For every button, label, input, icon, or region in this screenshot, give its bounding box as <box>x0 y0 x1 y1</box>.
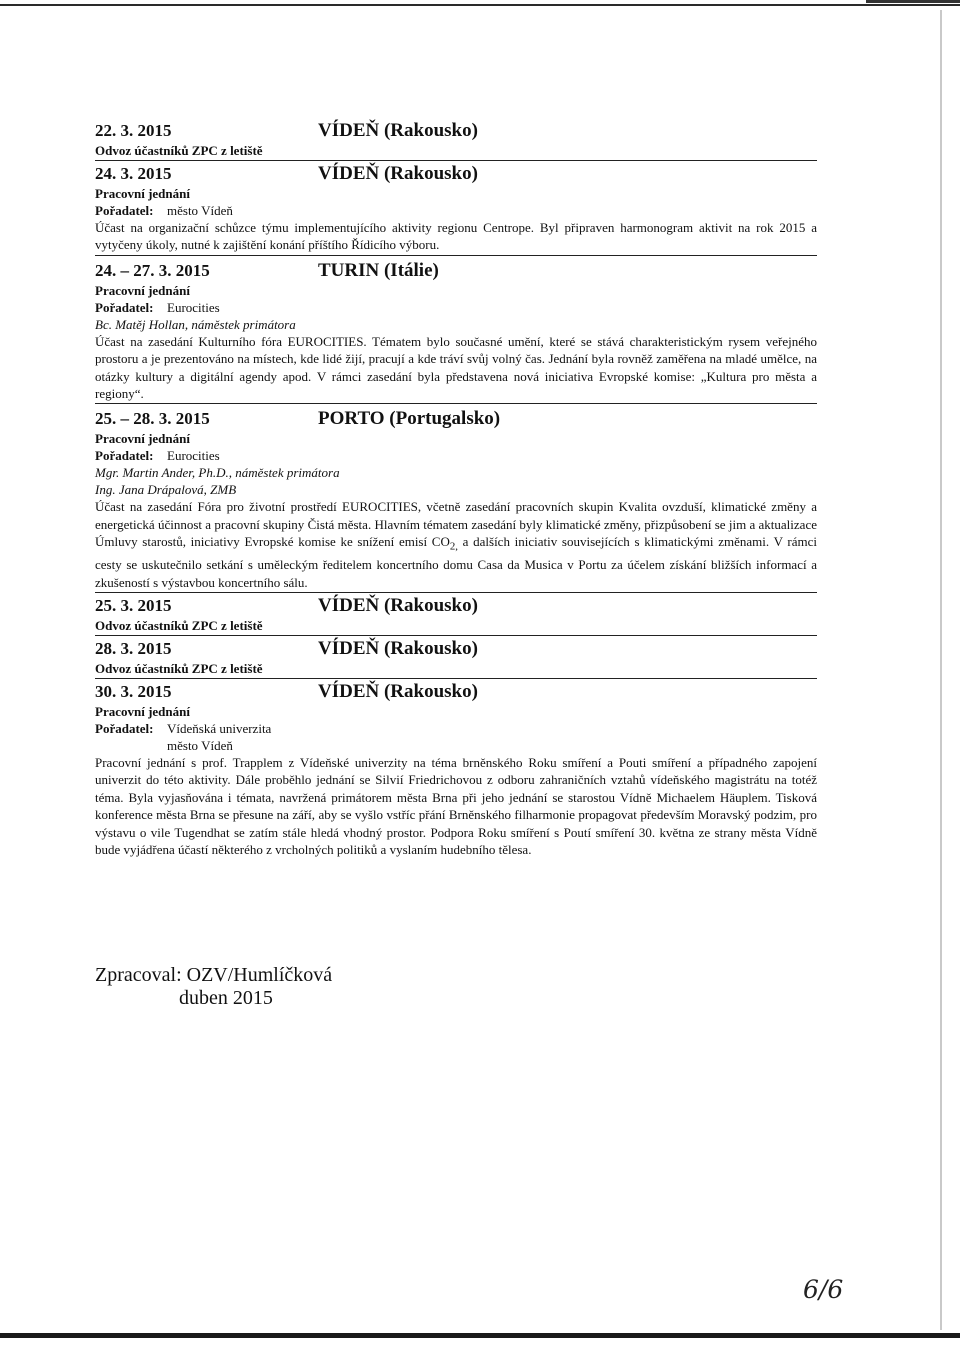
entry-type: Pracovní jednání <box>95 282 190 298</box>
entry-header <box>95 260 817 282</box>
organizer-label: Pořadatel: <box>95 203 154 218</box>
scan-edge-right <box>940 10 942 1330</box>
organizer-value: Eurocities <box>167 299 220 315</box>
organizer-value-second: město Vídeň <box>167 738 233 754</box>
entry-type: Pracovní jednání <box>95 186 190 201</box>
organizer-label: Pořadatel: <box>95 448 154 464</box>
entry-place: PORTO (Portugalsko) <box>318 408 501 430</box>
entry-date: 24. 3. 2015 <box>95 164 172 183</box>
page-number: 6/6 <box>803 1275 844 1304</box>
prepared-by: Zpracoval: OZV/Humlíčková <box>95 964 333 986</box>
trip-entry <box>95 260 817 405</box>
scan-mark-top-right <box>866 0 960 3</box>
entry-organizer <box>95 447 817 464</box>
entry-type: Pracovní jednání <box>95 704 190 720</box>
entry-header <box>95 638 817 660</box>
entry-place: TURIN (Itálie) <box>318 259 439 281</box>
entry-subtitle: Odvoz účastníků ZPC z letiště <box>95 661 263 677</box>
entry-type: Pracovní jednání <box>95 431 190 447</box>
entry-place: VÍDEŇ (Rakousko) <box>318 120 478 141</box>
organizer-value: město Vídeň <box>167 203 233 218</box>
entry-organizer <box>95 299 817 316</box>
entry-header <box>95 408 817 430</box>
entry-date: 22. 3. 2015 <box>95 121 172 140</box>
scan-border-bottom <box>0 1333 960 1338</box>
participant: Bc. Matěj Hollan, náměstek primátora <box>95 316 296 332</box>
document-footer <box>95 964 495 1010</box>
entry-date: 25. 3. 2015 <box>95 596 172 616</box>
co2-subscript: 2, <box>449 540 458 553</box>
organizer-value: Vídeňská univerzita <box>167 721 272 737</box>
trip-entry <box>95 595 817 636</box>
entry-place: VÍDEŇ (Rakousko) <box>318 163 478 184</box>
entry-header <box>95 595 817 617</box>
entry-date: 28. 3. 2015 <box>95 639 172 659</box>
entry-description <box>95 498 817 591</box>
entry-description: Účast na zasedání Kulturního fóra EUROCITIES. Tématem bylo současné umění, které se stává charakteristickým rysem veřejného prostoru a je prezentováno na místech, kde lidé žijí, pracují a kde tráví svůj volný čas. Jednání byla rovněž zaměřena na mladé umělce, na otázky kultury a digitální agendy apod. V rámci zasedání byla představena nová iniciativa Evropské komise: „Kultura pro města a regiony“. <box>95 333 817 402</box>
description-part-1: Účast na zasedání Fóra pro životní prostředí EUROCITIES, včetně zasedání pracovních skupin Kvalita ovzduší, klimatické změny a energetická účinnost a pracovní skupiny Čistá města. Hlavním tématem zasedání byly klimatické změny, přizpůsobení se jim a aktualizace Úmluvy starostů, iniciativy Evropské komise ke snížení emisí CO <box>95 499 817 550</box>
participant: Mgr. Martin Ander, Ph.D., náměstek primátora <box>95 465 340 481</box>
entry-date: 30. 3. 2015 <box>95 682 172 702</box>
trip-entry <box>95 638 817 679</box>
entry-date: 24. – 27. 3. 2015 <box>95 260 210 280</box>
entry-place: VÍDEŇ (Rakousko) <box>318 681 478 703</box>
entry-header <box>95 163 817 185</box>
entry-place: VÍDEŇ (Rakousko) <box>318 595 478 617</box>
scan-border-top <box>0 4 960 6</box>
trip-entry <box>95 163 817 256</box>
trip-entry <box>95 408 817 593</box>
trip-entry <box>95 681 817 859</box>
entry-organizer <box>95 202 817 219</box>
organizer-label: Pořadatel: <box>95 299 154 315</box>
entry-header <box>95 120 817 142</box>
entry-description: Účast na organizační schůzce týmu implementujícího aktivity regionu Centrope. Byl připraven harmonogram aktivit na rok 2015 a vytyčeny úkoly, nutné k zajištění konání příštího Řídicího výboru. <box>95 220 817 253</box>
organizer-value: Eurocities <box>167 448 220 464</box>
entry-subtitle: Odvoz účastníků ZPC z letiště <box>95 618 263 634</box>
description-part-2: a dalších iniciativ souvisejících s klimatickými změnami. V rámci cesty se uskutečnilo setkání s uměleckým ředitelem koncertního domu Casa da Musica v Portu za účelem získání bližších informací a zkušeností s výstavbou koncertního sálu. <box>95 534 818 590</box>
entry-description: Pracovní jednání s prof. Trapplem z Vídeňské univerzity na téma brněnského Roku smíření a Pouti smíření a případného zapojení univerzit do této aktivity. Dále proběhlo jednání se Silvií Friedrichovou z odboru zahraničních vztahů vídeňského magistrátu na totéž téma. Byla vyjasňována i témata, navržená primátorem města Brna při jeho jednání se starostou Vídně Michaelem Häuplem. Tisková konference města Brna se přesune na září, aby se vyšlo vstříc přání Brněnského filharmonie propagovat především Moravský podzim, pro výstavu o vile Tugendhat se zatím stále hledá vhodný prostor. Podpora Roku smíření s Poutí smíření 30. května ze strany města Vídně bude vyjádřena účastí některého z vrcholných politiků a vyslaním hudebního tělesa. <box>95 755 817 858</box>
entry-date: 25. – 28. 3. 2015 <box>95 409 210 429</box>
entry-organizer <box>95 720 817 737</box>
trip-entry <box>95 120 817 161</box>
entry-header <box>95 681 817 703</box>
entry-subtitle: Odvoz účastníků ZPC z letiště <box>95 143 263 158</box>
organizer-label: Pořadatel: <box>95 721 154 737</box>
participant: Ing. Jana Drápalová, ZMB <box>95 482 237 498</box>
document-body <box>95 120 817 862</box>
footer-date: duben 2015 <box>179 987 273 1009</box>
entry-place: VÍDEŇ (Rakousko) <box>318 638 478 660</box>
